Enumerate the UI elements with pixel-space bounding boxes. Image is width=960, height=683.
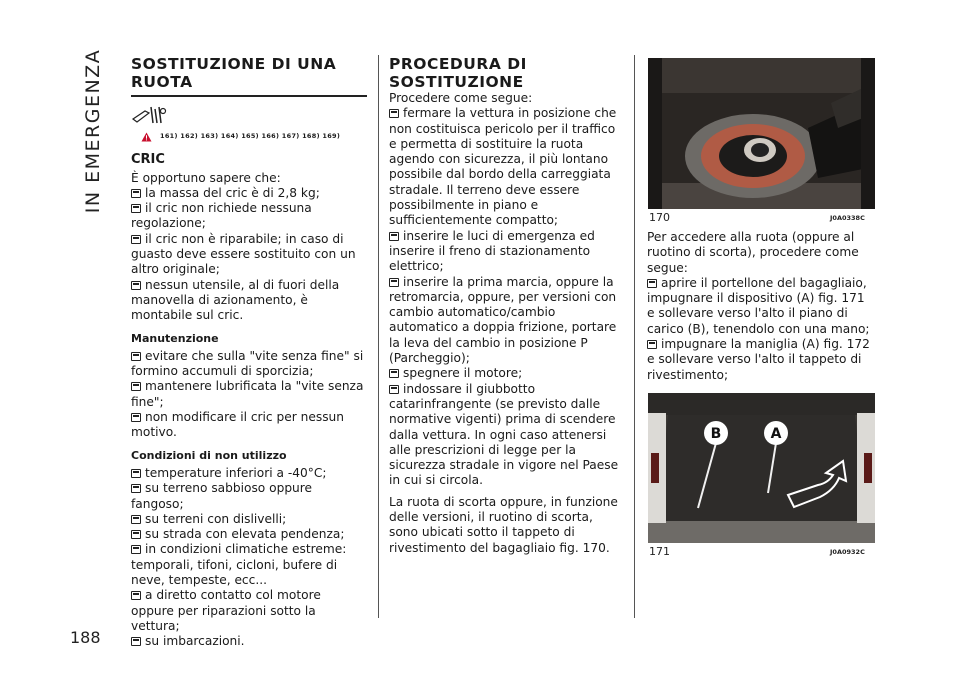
bullet-icon [131,545,141,554]
list-item: fermare la vettura in posizione che non costituisca pericolo per il traffico e permetta di sostituire la ruota agendo con sicurezza, il più lontano possibile dal bordo della carreggiata stradale. Il terreno deve essere possibilmente in piano e sufficientemente compatto; [389,106,617,228]
title-divider [131,95,367,97]
section-title: SOSTITUZIONE DI UNA RUOTA [131,55,337,91]
label-b: B [710,426,722,442]
list-item: inserire la prima marcia, oppure la retromarcia, oppure, per versioni con cambio automatico/cambio automatico a doppia frizione, portare la leva del cambio in posizione P (Parcheggio); [389,274,617,366]
figure-170-number: 170 [649,211,670,224]
list-item: in condizioni climatiche estreme: temporali, tifoni, cicloni, bufere di neve, tempeste, ecc... [131,542,347,588]
figure-171-code: J0A0932C [830,548,865,556]
bullet-icon [131,530,141,539]
tools-icon [131,105,367,125]
conditions-heading: Condizioni di non utilizzo [131,448,287,462]
list-item: a diretto contatto col motore oppure per riparazioni sotto la vettura; [131,588,321,633]
bullet-icon [131,235,141,244]
spare-wheel-paragraph: La ruota di scorta oppure, in funzione delle versioni, il ruotino di scorta, sono ubicati sotto il tappeto di rivestimento del bagagliaio fig. 170. [389,494,618,555]
list-item: il cric non è riparabile; in caso di guasto deve essere sostituito con un altro originale; [131,231,356,277]
page-number: 188 [70,628,101,647]
bullet-icon [131,189,141,198]
bullet-icon [131,515,141,524]
list-item: evitare che sulla "vite senza fine" si formino accumuli di sporcizia; [131,348,364,379]
bullet-icon [389,369,399,378]
warning-icon [141,132,152,142]
list-item: mantenere lubrificata la "vite senza fine"; [131,379,364,409]
figure-170-code: J0A0338C [830,214,865,222]
reference-list: 161) 162) 163) 164) 165) 166) 167) 168) 169) [160,132,341,140]
list-item: nessun utensile, al di fuori della manovella di azionamento, è montabile sul cric. [131,277,340,323]
bullet-icon [131,469,141,478]
bullet-icon [389,109,399,118]
chapter-title: IN EMERGENZA [82,48,104,214]
bullet-icon [131,281,141,290]
maintenance-heading: Manutenzione [131,331,219,345]
column-divider [634,55,635,618]
list-item: il cric non richiede nessuna regolazione; [131,201,312,231]
bullet-icon [389,278,399,287]
list-item: su terreni con dislivelli; [131,512,367,527]
cric-intro: È opportuno sapere che: [131,170,281,185]
bullet-icon [647,279,657,288]
bullet-icon [131,591,141,600]
chapter-side-tab [78,45,108,225]
bullet-icon [131,413,141,422]
label-a: A [770,426,782,442]
figure-171-number: 171 [649,545,670,558]
column-divider [378,55,379,618]
bullet-icon [131,484,141,493]
procedure-title: PROCEDURA DI SOSTITUZIONE [389,55,527,91]
bullet-icon [131,352,141,361]
procedure-intro: Procedere come segue: [389,91,533,105]
bullet-icon [131,637,141,646]
column-2 [389,55,625,556]
list-item: non modificare il cric per nessun motivo. [131,410,344,440]
bullet-icon [647,340,657,349]
list-item: impugnare la maniglia (A) fig. 172 e sollevare verso l'alto il tappeto di rivestimento; [647,337,870,382]
figure-171-trunk-photo [648,393,875,543]
access-intro: Per accedere alla ruota (oppure al ruotino di scorta), procedere come segue: [647,230,859,275]
list-item: indossare il giubbotto catarinfrangente (se previsto dalle normative vigenti) prima di scendere dalla vettura. In ogni caso attenersi alle prescrizioni di legge per la sicurezza stradale in vigore nel Paese in cui si circola. [389,381,619,488]
bullet-icon [389,385,399,394]
list-item: spegnere il motore; [389,366,625,381]
column-1 [131,55,367,650]
bullet-icon [131,382,141,391]
list-item: inserire le luci di emergenza ed inserire il freno di stazionamento elettrico; [389,228,595,274]
figure-170-spare-wheel-photo [648,58,875,209]
list-item: su strada con elevata pendenza; [131,527,367,542]
bullet-icon [389,232,399,241]
list-item: su terreno sabbioso oppure fangoso; [131,481,313,511]
list-item: la massa del cric è di 2,8 kg; [131,186,367,201]
list-item: aprire il portellone del bagagliaio, impugnare il dispositivo (A) fig. 171 e sollevare verso l'alto il piano di carico (B), tenendolo con una mano; [647,275,870,336]
bullet-icon [131,204,141,213]
list-item: temperature inferiori a -40°C; [131,466,367,481]
list-item: su imbarcazioni. [131,634,367,649]
warning-refs-row [131,129,367,144]
column-3 [647,230,875,383]
cric-heading: CRIC [131,152,165,168]
